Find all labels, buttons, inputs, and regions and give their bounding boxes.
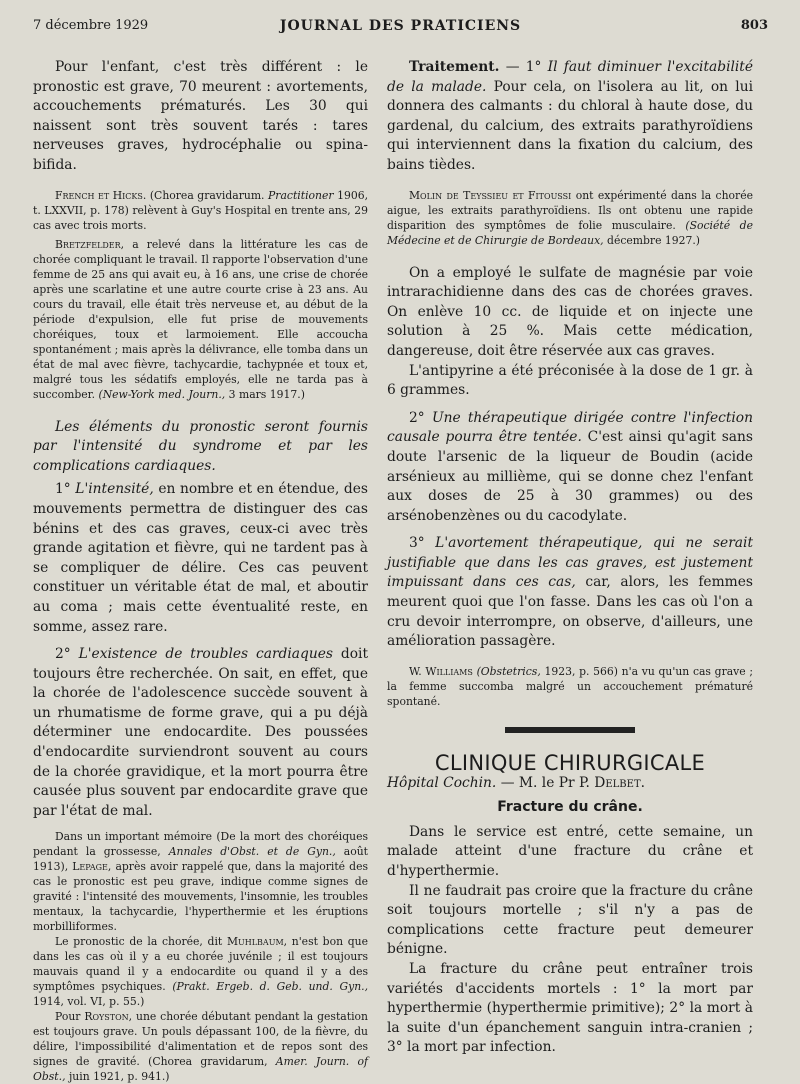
note-williams	[387, 664, 753, 709]
note-molin	[387, 188, 753, 248]
item-text: — 1°	[505, 59, 542, 75]
paragraph-intensity	[33, 480, 368, 637]
paragraph-clinic-1: Dans le service est entré, cette semaine, un malade atteint d'une fracture du crâne et d'hyperthermie.	[387, 823, 753, 880]
hospital-line	[387, 775, 753, 791]
paragraph-cardiac	[33, 645, 368, 821]
item-title: Il faut diminuer l'excitabilité de la malade.	[387, 59, 754, 95]
item-number: 3°	[409, 535, 425, 552]
doctor-title: Pr	[558, 774, 575, 791]
prognosis-intro: Les éléments du pronostic seront fournis par l'intensité du syndrome et par les complications cardiaques.	[33, 418, 368, 474]
note-text: Le pronostic de la chorée, dit	[55, 935, 223, 949]
note-author: W. Williams	[409, 664, 473, 678]
note-text: après avoir rappelé que, dans la majorité des cas le pronostic est peu grave, indique comme signes de gravité : l'intensité des mouvements, l'insomnie, les troubles mentaux, la tachycardie, l'hyperthermie et les éruptions morbilliformes.	[33, 860, 369, 934]
paragraph-child-prognosis: Pour l'enfant, c'est très différent : le pronostic est grave, 70 meurent : avortements, accouchements prématurés. Les 30 qui naissent sont très souvent tarés : tares nerveuses graves, hydrocéphalie ou spina-bifida.	[33, 59, 368, 173]
note-source: (New-York med. Journ.,	[98, 387, 226, 401]
page-number: 803	[740, 18, 768, 33]
item-text: en nombre et en étendue, des mouvements permettra de distinguer des cas bénins et des cas graves, ceux-ci avec très grande agitation et fièvre, qui ne tardent pas à se compliquer de délire. Ces cas peuvent constituer un véritable état de mal, et aboutir au coma ; mais cette éventualité reste, en somme, assez rare.	[33, 481, 369, 635]
note-author: Molin de Teyssieu et Fitoussi	[409, 188, 572, 202]
note-text: août 1913),	[33, 845, 368, 874]
note-text: Dans un important mémoire (De la mort des choréiques pendant la grossesse,	[33, 830, 368, 859]
paragraph-clinic-3: La fracture du crâne peut entraîner trois variétés d'accidents mortels : 1° la mort par hyperthermie (hyperthermie primitive); 2° la mort à la suite d'un épanchement sanguin intra-cranien ; 3° la mort par infection.	[387, 961, 753, 1056]
item-title: L'avortement thérapeutique, qui ne serait justifiable que dans les cas graves, est justement impuissant dans ces cas,	[387, 535, 753, 591]
note-author: Royston,	[84, 1010, 133, 1024]
note-french-hicks	[33, 188, 368, 233]
note-text: Pour	[55, 1010, 81, 1024]
item-text: C'est ainsi qu'agit sans doute l'arsenic de la liqueur de Boudin (acide arsénieux au millième, qui se donne chez l'enfant aux doses de 25 à 30 grammes) ou des arsénobenzènes ou du cacodylate.	[387, 429, 753, 524]
note-source: (Société de Médecine et de Chirurgie de Bordeaux,	[387, 218, 753, 247]
note-text: a relevé dans la littérature les cas de chorée compliquant le travail. Il rapporte l'observation d'une femme de 25 ans qui avait eu, à 16 ans, une crise de chorée après une scarlatine et une autre courte crise à 23 ans. Au cours du travail, elle était très nerveuse et, au début de la période d'expulsion, elle fut prise de mouvements choréiques, toux et larmoiement. Elle accoucha spontanément ; mais après la délivrance, elle tomba dans un état de mal avec fièvre, tachycardie, tachypnée et toux et, malgré tous les sédatifs employés, elle ne tarda pas à succomber.	[33, 237, 368, 401]
note-text: ont expérimenté dans la chorée aigue, les extraits parathyroïdiens. Ils ont obtenu une rapide disparition des symptômes de folie musculaire.	[387, 188, 753, 232]
doctor-name: P. Delbet.	[579, 774, 646, 791]
doctor-prefix: — M. le	[500, 774, 555, 791]
note-text: juin 1921, p. 941.)	[68, 1070, 170, 1084]
note-author: Lepage,	[72, 860, 112, 874]
note-bretzfelder	[33, 237, 368, 402]
note-journal: Practitioner	[268, 188, 334, 202]
paragraph-magnesium: On a employé le sulfate de magnésie par voie intrarachidienne dans des cas de chorées graves. On enlève 10 cc. de liquide et on injecte une solution à 25 %. Mais cette médication, dangereuse, doit être réservée aux cas graves.	[387, 264, 753, 359]
note-date: décembre 1927.)	[607, 233, 701, 247]
item-title: Une thérapeutique dirigée contre l'infection causale pourra être tentée.	[387, 409, 753, 446]
note-source: (Obstetrics,	[476, 664, 541, 678]
item-text: doit toujours être recherchée. On sait, en effet, que la chorée de l'adolescence succède souvent à un rhumatisme de forme grave, qui a pu déjà déterminer une endocardite. Des poussées d'endocardite surviendront souvent au cours de la chorée gravidique, et la mort pourra être causée plus souvent par endocardite grave que par l'état de mal.	[33, 646, 368, 819]
item-text: Pour cela, on l'isolera au lit, on lui donnera des calmants : du chloral à haute dose, du gardenal, du calcium, des extraits parathyroïdiens qui interviennent dans la fixation du calcium, des bains tièdes.	[387, 78, 753, 173]
right-column	[387, 58, 753, 1058]
journal-title: JOURNAL DES PRATICIENS	[279, 18, 522, 34]
section-divider	[505, 727, 635, 733]
note-lepage	[33, 829, 368, 934]
left-column	[33, 58, 368, 1084]
issue-date: 7 décembre 1929	[33, 18, 149, 33]
lecture-subtitle: Fracture du crâne.	[497, 798, 643, 815]
item-number: 2°	[55, 646, 71, 663]
section-title: CLINIQUE CHIRURGICALE	[434, 750, 706, 775]
paragraph-clinic-2: Il ne faudrait pas croire que la fracture du crâne soit toujours mortelle ; s'il n'y a pas de complications cette fracture peut demeurer bénigne.	[387, 882, 753, 958]
note-text: (Chorea gravidarum.	[149, 188, 265, 202]
note-text: 1906, t. LXXVII, p. 178) relèvent à Guy's Hospital en trente ans, 29 cas avec trois morts.	[33, 188, 369, 232]
note-source: (Prakt. Ergeb. d. Geb. und. Gyn.,	[172, 980, 369, 994]
item-title: L'intensité,	[75, 481, 154, 498]
item-number: 2°	[409, 409, 425, 426]
paragraph-antipyrine: L'antipyrine a été préconisée à la dose de 1 gr. à 6 grammes.	[387, 362, 753, 399]
item-title: L'existence de troubles cardiaques	[78, 646, 333, 663]
paragraph-infection	[387, 409, 753, 527]
note-journal: Annales d'Obst. et de Gyn.,	[168, 845, 336, 859]
note-source: Amer. Journ. of Obst.,	[33, 1055, 368, 1084]
note-date: 3 mars 1917.)	[228, 387, 305, 401]
note-muhlbaum	[33, 934, 368, 1009]
treatment-label: Traitement.	[409, 59, 500, 75]
paragraph-treatment	[387, 58, 753, 176]
note-author: French et Hicks.	[55, 188, 147, 202]
item-number: 1°	[55, 481, 71, 498]
note-author: Muhlbaum,	[226, 935, 288, 949]
note-text: 1923, p. 566) n'a vu qu'un cas grave ; la femme succomba malgré un accouchement prématuré spontané.	[387, 664, 754, 708]
running-header	[33, 18, 768, 38]
note-author: Bretzfelder,	[55, 237, 125, 251]
note-text: une chorée débutant pendant la gestation est toujours grave. Un pouls dépassant 100, de la fièvre, du délire, l'impossibilité d'alimentation et de repos sont des signes de gravité. (Chorea gravidarum,	[33, 1010, 368, 1069]
note-royston	[33, 1009, 368, 1084]
hospital-name: Hôpital Cochin.	[387, 774, 497, 791]
note-text: n'est bon que dans les cas où il y a eu chorée juvénile ; il est toujours mauvais quand il y a endocardite ou quand il y a des symptômes psychiques.	[33, 935, 368, 994]
note-text: 1914, vol. VI, p. 55.)	[33, 995, 145, 1009]
paragraph-abortion	[387, 534, 753, 652]
item-text: car, alors, les femmes meurent quoi que l'on fasse. Dans les cas où l'on a cru devoir interrompre, on observe, d'ailleurs, une amélioration passagère.	[387, 574, 753, 650]
